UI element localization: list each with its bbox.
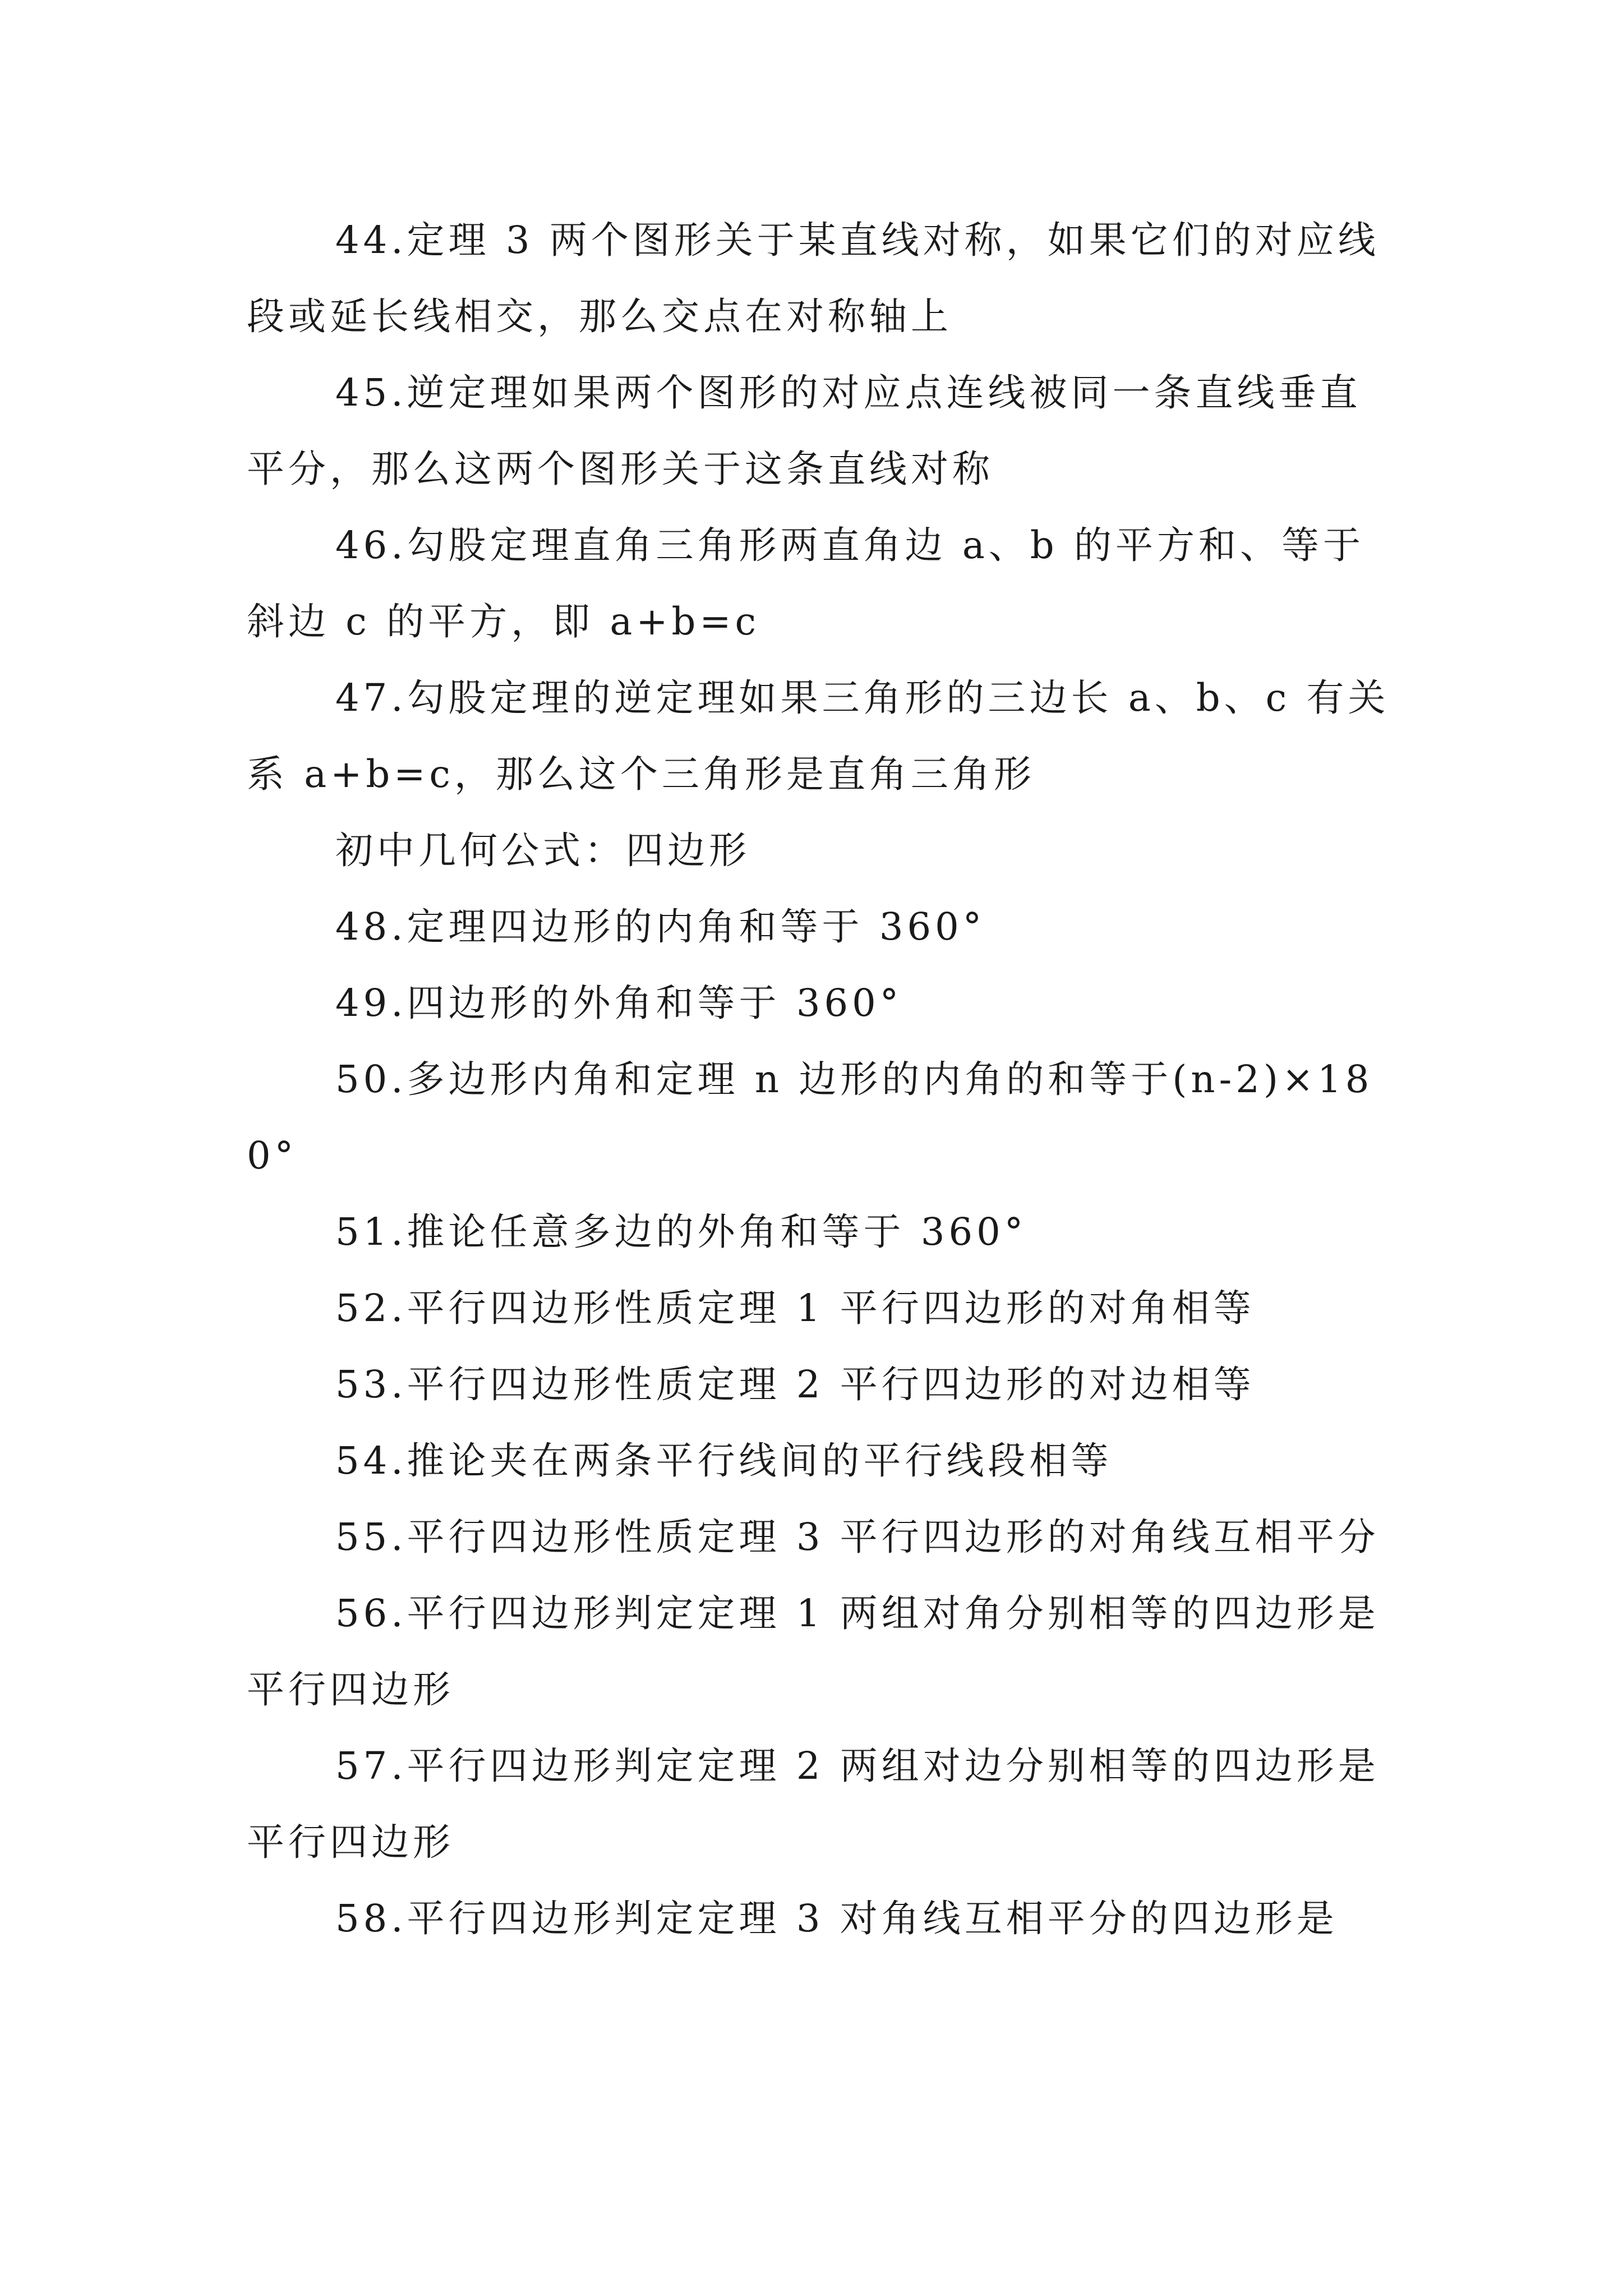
paragraph-52: 52.平行四边形性质定理 1 平行四边形的对角相等	[335, 1286, 1255, 1330]
paragraph-48: 48.定理四边形的内角和等于 360°	[335, 905, 986, 949]
paragraph-56: 56.平行四边形判定定理 1 两组对角分别相等的四边形是平行四边形	[247, 1591, 1380, 1711]
paragraph-58: 58.平行四边形判定定理 3 对角线互相平分的四边形是	[335, 1897, 1338, 1940]
paragraph-50: 50.多边形内角和定理 n 边形的内角的和等于(n-2)×180°	[247, 1057, 1373, 1177]
paragraph-54: 54.推论夹在两条平行线间的平行线段相等	[335, 1439, 1113, 1483]
paragraph-49: 49.四边形的外角和等于 360°	[335, 981, 903, 1025]
section-heading: 初中几何公式：四边形	[335, 829, 750, 872]
paragraph-45: 45.逆定理如果两个图形的对应点连线被同一条直线垂直平分，那么这两个图形关于这条直线对称	[247, 371, 1362, 491]
paragraph-55: 55.平行四边形性质定理 3 平行四边形的对角线互相平分	[335, 1515, 1380, 1559]
paragraph-44: 44.定理 3 两个图形关于某直线对称，如果它们的对应线段或延长线相交，那么交点在对称轴上	[247, 218, 1380, 338]
document-body	[247, 202, 1391, 1957]
paragraph-53: 53.平行四边形性质定理 2 平行四边形的对边相等	[335, 1363, 1255, 1406]
paragraph-46: 46.勾股定理直角三角形两直角边 a、b 的平方和、等于斜边 c 的平方，即 a+b=c	[247, 523, 1364, 643]
paragraph-51: 51.推论任意多边的外角和等于 360°	[335, 1210, 1027, 1254]
paragraph-57: 57.平行四边形判定定理 2 两组对边分别相等的四边形是平行四边形	[247, 1744, 1380, 1864]
paragraph-47: 47.勾股定理的逆定理如果三角形的三边长 a、b、c 有关系 a+b=c，那么这个三角形是直角三角形	[247, 676, 1390, 796]
